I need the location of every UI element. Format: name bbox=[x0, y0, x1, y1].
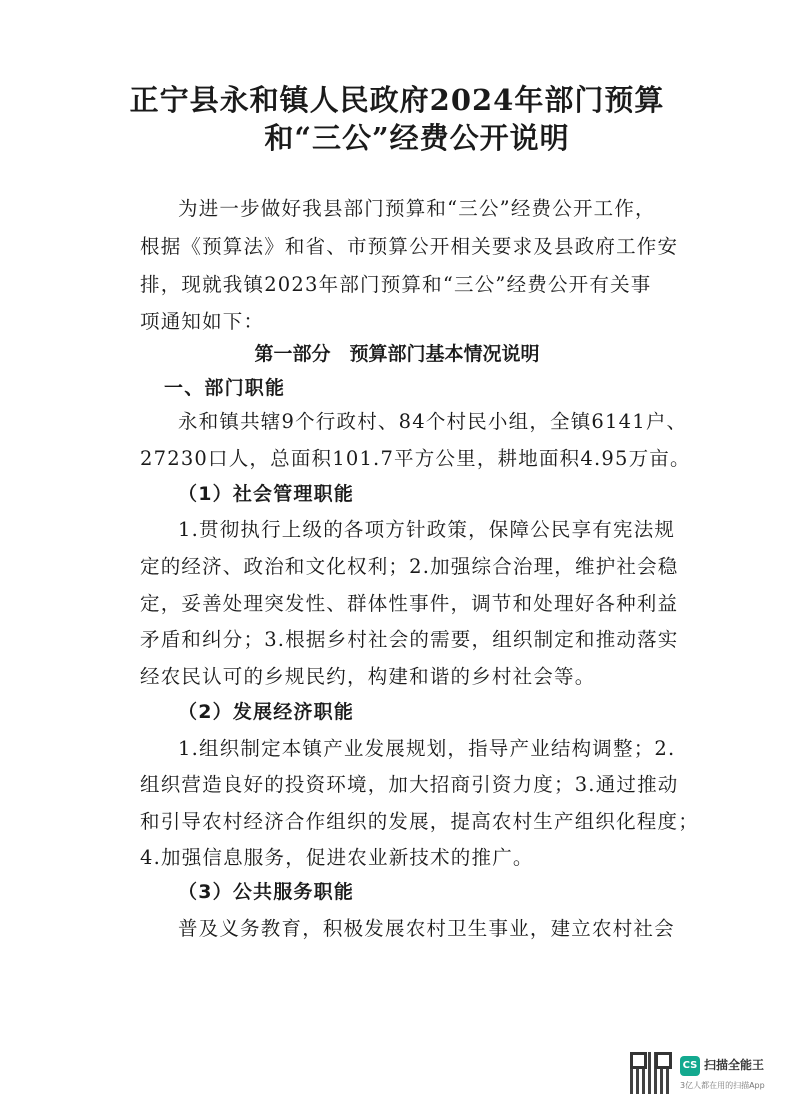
section1-line-2: 27230口人，总面积101.7平方公里，耕地面积4.95万亩。 bbox=[140, 447, 691, 470]
part1-title: 第一部分 预算部门基本情况说明 bbox=[254, 343, 540, 365]
sub1-line-3: 定，妥善处理突发性、群体性事件，调节和处理好各种利益 bbox=[140, 592, 679, 615]
sub2-line-2: 组织营造良好的投资环境，加大招商引资力度；3.通过推动 bbox=[140, 773, 679, 796]
intro-line-2: 根据《预算法》和省、市预算公开相关要求及县政府工作安 bbox=[140, 235, 679, 258]
intro-line-1: 为进一步做好我县部门预算和“三公”经费公开工作， bbox=[178, 197, 656, 220]
camscanner-watermark bbox=[630, 1050, 790, 1100]
sub3-line-1: 普及义务教育，积极发展农村卫生事业，建立农村社会 bbox=[178, 917, 675, 940]
intro-line-3: 排，现就我镇2023年部门预算和“三公”经费公开有关事 bbox=[140, 273, 652, 296]
sub1-line-5: 经农民认可的乡规民约，构建和谐的乡村社会等。 bbox=[140, 665, 596, 688]
watermark-app-name: 扫描全能王 bbox=[704, 1058, 765, 1072]
sub1-line-4: 矛盾和纠分；3.根据乡村社会的需要，组织制定和推动落实 bbox=[140, 628, 679, 651]
sub2-line-4: 4.加强信息服务，促进农业新技术的推广。 bbox=[140, 846, 534, 869]
sub2-line-3: 和引导农村经济合作组织的发展，提高农村生产组织化程度； bbox=[140, 810, 699, 833]
sub1-heading: （1）社会管理职能 bbox=[178, 483, 355, 505]
sub1-line-2: 定的经济、政治和文化权利；2.加强综合治理，维护社会稳 bbox=[140, 555, 679, 578]
sub1-line-1: 1.贯彻执行上级的各项方针政策，保障公民享有宪法规 bbox=[178, 518, 676, 541]
sub3-heading: （3）公共服务职能 bbox=[178, 881, 355, 903]
intro-line-4: 项通知如下： bbox=[140, 310, 265, 333]
qr-code-icon bbox=[630, 1052, 672, 1094]
watermark-tagline: 3亿人都在用的扫描App bbox=[680, 1081, 765, 1090]
section1-heading: 一、部门职能 bbox=[164, 377, 286, 399]
sub2-line-1: 1.组织制定本镇产业发展规划，指导产业结构调整；2. bbox=[178, 737, 676, 760]
document-title-line2: 和“三公”经费公开说明 bbox=[264, 121, 570, 155]
document-title-line1: 正宁县永和镇人民政府2024年部门预算 bbox=[129, 83, 665, 117]
section1-line-1: 永和镇共辖9个行政村、84个村民小组，全镇6141户、 bbox=[178, 410, 688, 433]
camscanner-logo: CS bbox=[680, 1056, 700, 1076]
sub2-heading: （2）发展经济职能 bbox=[178, 701, 355, 723]
